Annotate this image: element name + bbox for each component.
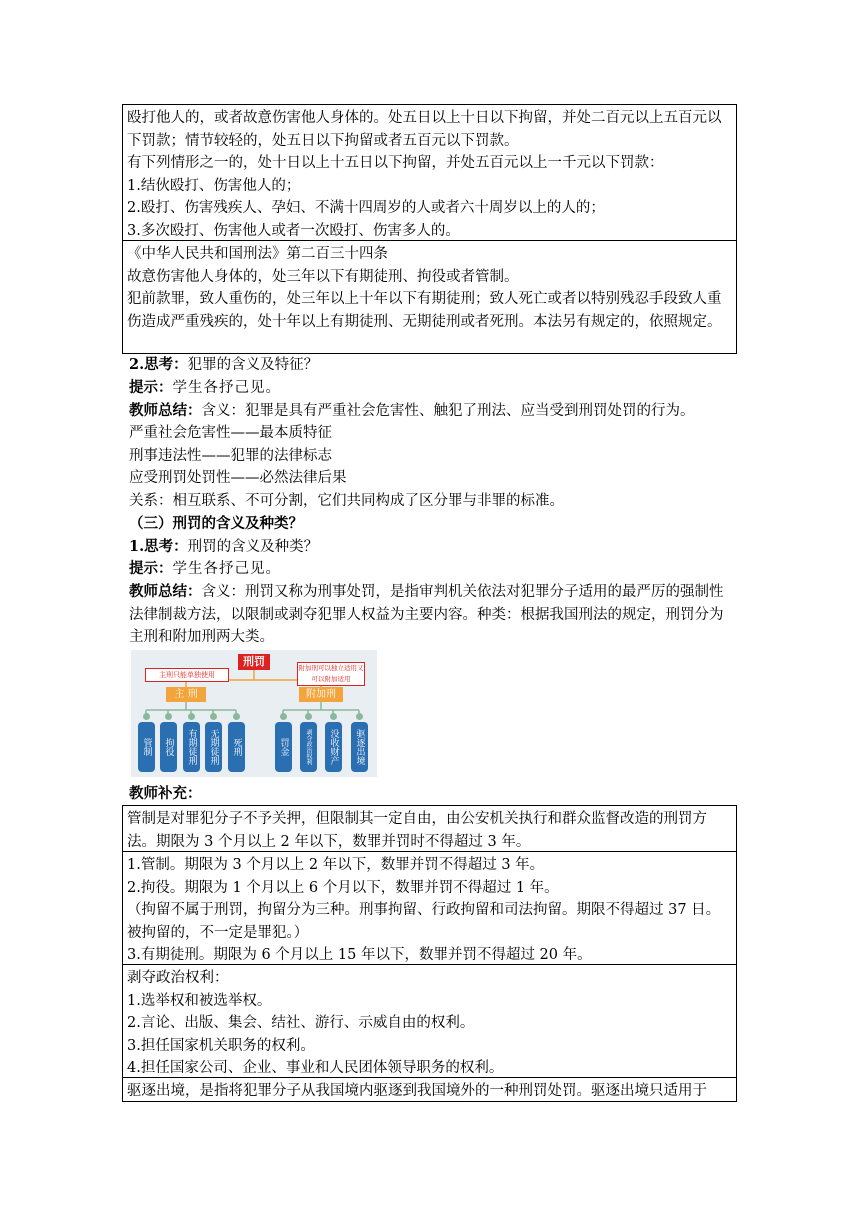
additional-penalty-note: 附加刑可以独立适用又可以附加适用 [297, 662, 365, 686]
paragraph: 有下列情形之一的，处十日以上十五日以下拘留，并处五百元以上一千元以下罚款： [127, 155, 664, 172]
paragraph: 2.拘役。期限为 1 个月以上 6 个月以下，数罪并罚不得超过 1 年。 [127, 879, 559, 896]
node-dot [210, 713, 217, 720]
penalty-item: 拘役 [160, 722, 177, 772]
node-dot [330, 713, 337, 720]
law-excerpt-criminal-code [122, 240, 737, 354]
paragraph: 《中华人民共和国刑法》第二百三十四条 [127, 246, 388, 262]
teacher-summary: 教师总结：含义：犯罪是具有严重社会危害性、触犯了刑法、应当受到刑罚处罚的行为。 [129, 402, 695, 419]
penalty-diagram [131, 650, 377, 777]
node-dot [305, 713, 312, 720]
think-question: 1.思考：刑罚的含义及种类？ [129, 538, 319, 555]
penalty-item: 罚金 [275, 722, 292, 772]
node-dot [280, 713, 287, 720]
paragraph: 故意伤害他人身体的，处三年以下有期徒刑、拘役或者管制。 [127, 268, 519, 285]
penalty-item: 死刑 [228, 722, 245, 772]
paragraph: 4.担任国家公司、企业、事业和人民团体领导职务的权利。 [127, 1060, 504, 1077]
paragraph: 2.殴打、伤害残疾人、孕妇、不满十四周岁的人或者六十周岁以上的人的； [127, 200, 605, 217]
penalty-item: 没收财产 [325, 722, 342, 772]
main-penalty-note: 主刑只能单独使用 [145, 668, 229, 682]
feature-3: 应受刑罚处罚性——必然法律后果 [129, 470, 347, 486]
penalty-item: 无期徒刑 [205, 722, 222, 772]
supplement-control [122, 805, 737, 852]
paragraph: 3.担任国家机关职务的权利。 [127, 1037, 315, 1054]
supplement-political-rights [122, 964, 737, 1078]
paragraph: 剥夺政治权利： [127, 970, 229, 986]
node-dot [356, 713, 363, 720]
additional-penalty-label: 附加刑 [299, 687, 343, 702]
paragraph: 管制是对罪犯分子不予关押，但限制其一定自由，由公安机关执行和群众监督改造的刑罚方法。期限为 3 个月以上 2 年以下，数罪并罚时不得超过 3 年。 [127, 811, 707, 850]
paragraph: 驱逐出境，是指将犯罪分子从我国境内驱逐到我国境外的一种刑罚处罚。驱逐出境只适用于 [127, 1083, 707, 1099]
teacher-summary: 教师总结：含义：刑罚又称为刑事处罚，是指审判机关依法对犯罪分子适用的最严厉的强制性法律制裁方法，以限制或剥夺犯罪人权益为主要内容。种类：根据我国刑法的规定，刑罚分为主刑和附加刑两大类。 [129, 583, 724, 646]
feature-1: 严重社会危害性——最本质特征 [129, 425, 332, 441]
penalty-item: 剥夺政治权利 [300, 722, 317, 772]
feature-2: 刑事违法性——犯罪的法律标志 [129, 448, 332, 464]
penalty-item: 有期徒刑 [183, 722, 200, 772]
think-question: 2.思考：犯罪的含义及特征？ [129, 356, 319, 373]
paragraph: 1.结伙殴打、伤害他人的； [127, 177, 301, 194]
supplement-main-penalties [122, 851, 737, 965]
relation: 关系：相互联系、不可分割，它们共同构成了区分罪与非罪的标准。 [129, 493, 564, 509]
node-dot [143, 713, 150, 720]
section-heading: （三）刑罚的含义及种类？ [129, 515, 303, 532]
law-excerpt-public-security [122, 104, 737, 241]
paragraph: 2.言论、出版、集会、结社、游行、示威自由的权利。 [127, 1015, 475, 1032]
paragraph: 3.多次殴打、伤害他人或者一次殴打、伤害多人的。 [127, 222, 460, 239]
supplement-label: 教师补充： [129, 785, 202, 802]
node-dot [165, 713, 172, 720]
diagram-title: 刑罚 [238, 654, 270, 670]
paragraph: （拘留不属于刑罚，拘留分为三种。刑事拘留、行政拘留和司法拘留。期限不得超过 37 日。被拘留的，不一定是罪犯。） [127, 902, 721, 941]
node-dot [233, 713, 240, 720]
paragraph: 1.选举权和被选举权。 [127, 992, 272, 1009]
paragraph: 1.管制。期限为 3 个月以上 2 年以下，数罪并罚不得超过 3 年。 [127, 857, 545, 873]
paragraph: 犯前款罪，致人重伤的，处三年以上十年以下有期徒刑；致人死亡或者以特别残忍手段致人重伤造成严重残疾的，处十年以上有期徒刑、无期徒刑或者死刑。本法另有规定的，依照规定。 [127, 291, 722, 330]
paragraph: 殴打他人的，或者故意伤害他人身体的。处五日以上十日以下拘留，并处二百元以上五百元以下罚款；情节较轻的，处五日以下拘留或者五百元以下罚款。 [127, 110, 722, 149]
hint: 提示：学生各抒己见。 [129, 379, 281, 396]
penalty-item: 管制 [138, 722, 155, 772]
main-penalty-label: 主 刑 [166, 687, 206, 702]
node-dot [188, 713, 195, 720]
supplement-deportation [122, 1077, 737, 1102]
hint: 提示：学生各抒己见。 [129, 560, 281, 577]
paragraph: 3.有期徒刑。期限为 6 个月以上 15 年以下，数罪并罚不得超过 20 年。 [127, 947, 592, 964]
penalty-item: 驱逐出境 [351, 722, 368, 772]
